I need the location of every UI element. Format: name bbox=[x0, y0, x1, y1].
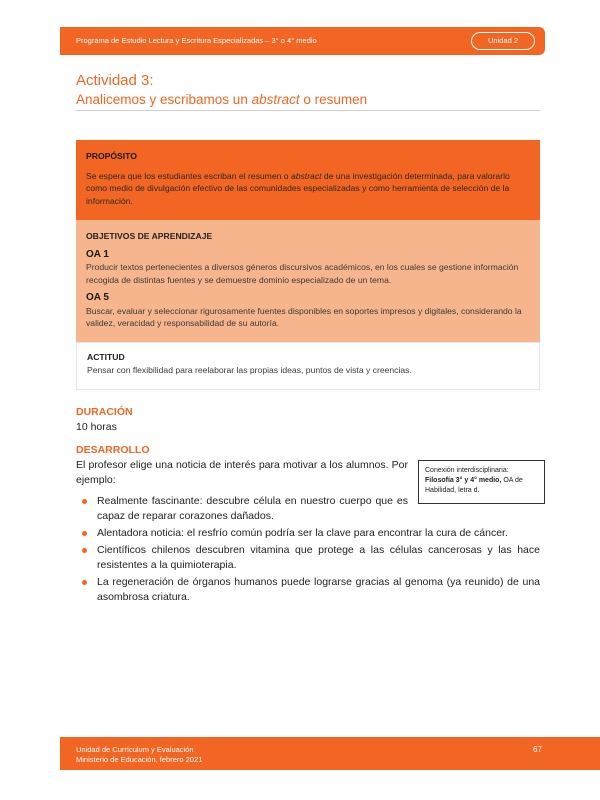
desarrollo-intro: El profesor elige una noticia de interés para motivar a los alumnos. Por ejemplo: bbox=[76, 459, 408, 486]
oa-code: OA 1 bbox=[86, 248, 109, 260]
objetivos-heading: OBJETIVOS DE APRENDIZAJE bbox=[86, 231, 213, 241]
page-number: 67 bbox=[533, 745, 542, 754]
subtitle-emphasis: abstract bbox=[251, 92, 300, 107]
bullet-icon bbox=[82, 548, 87, 553]
conexion-rest: OA de Habilidad, letra d. bbox=[425, 477, 523, 494]
oa-text: Producir textos pertenecientes a diversos géneros discursivos académicos, en los cuales se gestione información recogida de distintas fuentes y se demuestre dominio especializado de un tema. bbox=[86, 262, 519, 285]
conexion-label: Conexión interdisciplinaria: bbox=[425, 467, 509, 474]
list-item bbox=[80, 526, 540, 541]
news-list bbox=[80, 494, 540, 607]
proposito-box bbox=[76, 140, 540, 220]
list-item-text: La regeneración de órganos humanos puede lograrse gracias al genoma (ya reunido) de una asombrosa criatura. bbox=[97, 576, 540, 603]
activity-title: Actividad 3: bbox=[76, 72, 154, 89]
oa-code: OA 5 bbox=[86, 292, 109, 303]
duracion-value: 10 horas bbox=[76, 421, 117, 433]
actitud-box bbox=[76, 342, 540, 390]
proposito-text-start: Se espera que los estudiantes escriban el resumen o bbox=[86, 170, 291, 181]
actitud-text: Pensar con flexibilidad para reelaborar las propias ideas, puntos de vista y creencias. bbox=[87, 364, 412, 375]
duracion-heading: DURACIÓN bbox=[76, 406, 133, 418]
list-item-text: Científicos chilenos descubren vitamina que protege a las células cancerosas y las hace resistentes a la quimioterapia. bbox=[97, 544, 540, 571]
title-divider bbox=[76, 110, 540, 111]
header-bar bbox=[60, 27, 545, 55]
subtitle-text: Analicemos y escribamos un bbox=[76, 92, 252, 107]
objetivos-box bbox=[76, 220, 540, 342]
footer-unit: Unidad de Currículum y Evaluación bbox=[76, 745, 194, 754]
proposito-text bbox=[86, 170, 530, 208]
bullet-icon bbox=[82, 580, 87, 585]
oa-text: Buscar, evaluar y seleccionar rigurosamente fuentes disponibles en soportes impresos y digitales, considerando la validez, veracidad y responsabilidad de su autoría. bbox=[86, 305, 522, 328]
footer-bar bbox=[60, 737, 600, 770]
unit-badge: Unidad 2 bbox=[471, 32, 535, 50]
activity-subtitle bbox=[76, 92, 367, 107]
bullet-icon bbox=[82, 531, 87, 536]
list-item-text: Alentadora noticia: el resfrío común podría ser la clave para encontrar la cura de cáncer. bbox=[97, 527, 508, 539]
proposito-heading: PROPÓSITO bbox=[86, 151, 137, 161]
proposito-emphasis: abstract bbox=[290, 170, 322, 181]
bullet-icon bbox=[82, 499, 87, 504]
list-item bbox=[80, 575, 540, 605]
program-title: Programa de Estudio Lectura y Escritura Especializadas – 3° o 4° medio bbox=[76, 36, 317, 45]
actitud-heading: ACTITUD bbox=[87, 352, 125, 362]
conexion-detail bbox=[425, 476, 538, 496]
desarrollo-heading: DESARROLLO bbox=[76, 444, 150, 456]
proposito-text-end: de una investigación determinada, para valorarlo como medio de divulgación efectivo de las comunidades especializadas y como herramienta de selección de la información. bbox=[86, 170, 510, 206]
list-item bbox=[80, 494, 408, 524]
list-item-text: Realmente fascinante: descubre célula en nuestro cuerpo que es capaz de reparar corazones dañados. bbox=[97, 495, 408, 522]
footer-ministry: Ministerio de Educación, febrero 2021 bbox=[76, 755, 203, 764]
conexion-subject: Filosofía 3° y 4° medio, bbox=[425, 477, 502, 484]
list-item bbox=[80, 543, 540, 573]
subtitle-text-end: o resumen bbox=[299, 92, 368, 107]
